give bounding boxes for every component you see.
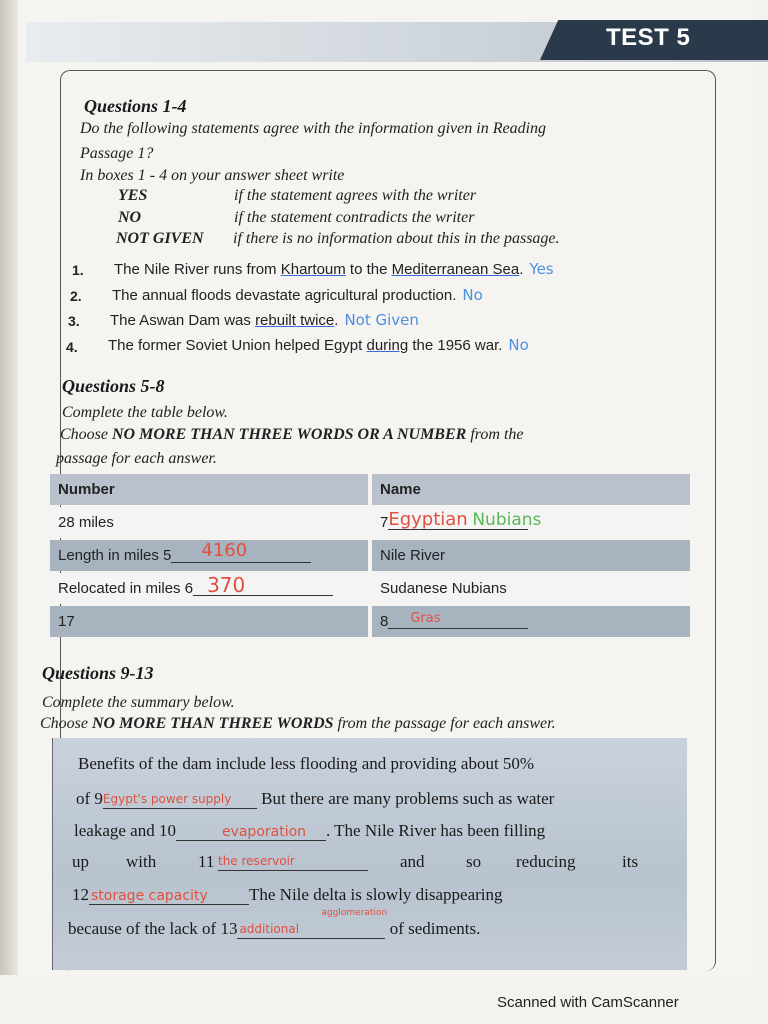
summary-line-1: Benefits of the dam include less flooding and providing about 50% (78, 754, 535, 773)
test-label: TEST 5 (606, 24, 691, 51)
key-yes-desc: if the statement agrees with the writer (234, 187, 477, 204)
answer-5: 4160 (201, 540, 248, 561)
q1-instruction-2: Passage 1? (80, 145, 154, 162)
table-row (50, 540, 690, 571)
answer-10: evaporation (221, 824, 307, 840)
q5-instruction-3: passage for each answer. (56, 450, 217, 467)
item-1-number: 1. (72, 262, 84, 278)
item-2-answer: No (462, 286, 483, 304)
item-2-text: The annual floods devastate agricultural production. No (112, 286, 483, 304)
q5-instruction-1: Complete the table below. (62, 404, 228, 421)
table-row (50, 507, 690, 538)
answer-13: additional (239, 922, 300, 936)
key-no: NO (118, 209, 142, 226)
item-4-text: The former Soviet Union helped Egypt during the 1956 war. No (108, 336, 529, 354)
table-cell: Length in miles 5 4160 (50, 540, 368, 571)
answer-7-green: Nubians (472, 510, 542, 530)
answer-9: Egypt's power supply (102, 792, 232, 806)
item-1-text: The Nile River runs from Khartoum to the Mediterranean Sea. Yes (114, 260, 554, 278)
answer-6: 370 (207, 573, 246, 597)
table-header-name: Name (372, 474, 690, 505)
table-cell: 28 miles (50, 507, 368, 538)
item-3-text: The Aswan Dam was rebuilt twice. Not Given (110, 311, 419, 329)
q5-instruction-2: Choose NO MORE THAN THREE WORDS OR A NUMBER from the (60, 426, 524, 443)
summary-line-3: leakage and 10 evaporation . The Nile River has been filling (74, 821, 546, 840)
answer-13-note: agglomeration (321, 908, 388, 918)
q9-title: Questions 9-13 (42, 663, 154, 683)
q9-instruction-1: Complete the summary below. (42, 694, 235, 711)
key-no-desc: if the statement contradicts the writer (234, 209, 475, 226)
key-yes: YES (118, 187, 148, 204)
item-4-number: 4. (66, 339, 78, 355)
table-cell: Sudanese Nubians (372, 573, 690, 604)
summary-line-6: because of the lack of 13 agglomeration additional of sediments. (68, 908, 481, 938)
table-header-row (50, 474, 690, 505)
table-row (50, 606, 690, 637)
q1-instruction-3: In boxes 1 - 4 on your answer sheet write (80, 167, 345, 184)
q1-title: Questions 1-4 (84, 96, 187, 116)
item-3-number: 3. (68, 313, 80, 329)
q1-instruction-1: Do the following statements agree with the information given in Reading (80, 120, 547, 137)
item-4-answer: No (508, 336, 529, 354)
item-2-number: 2. (70, 288, 82, 304)
summary-line-5: 12 storage capacity The Nile delta is slowly disappearing (72, 885, 503, 904)
item-1-answer: Yes (529, 260, 554, 278)
page-edge (0, 0, 18, 975)
key-not-given: NOT GIVEN (116, 230, 204, 247)
table-row (50, 573, 690, 604)
answer-12: storage capacity (91, 888, 208, 904)
table-cell: 7 Egyptian Nubians (372, 507, 690, 538)
table-cell: Nile River (372, 540, 690, 571)
answer-table (50, 474, 690, 639)
table-header-number: Number (50, 474, 368, 505)
summary-line-2: of 9 Egypt's power supply But there are many problems such as water (76, 789, 555, 808)
table-cell: Relocated in miles 6 370 (50, 573, 368, 604)
key-not-given-desc: if there is no information about this in the passage. (233, 230, 560, 247)
answer-7-red: Egyptian (388, 509, 468, 530)
item-3-answer: Not Given (344, 311, 419, 329)
table-cell: 17 (50, 606, 368, 637)
scanner-watermark: Scanned with CamScanner (497, 994, 679, 1011)
answer-11: the reservoir (218, 854, 295, 868)
table-cell: 8 Gras (372, 606, 690, 637)
q5-title: Questions 5-8 (62, 376, 165, 396)
q9-instruction-2: Choose NO MORE THAN THREE WORDS from the passage for each answer. (40, 715, 556, 732)
answer-8: Gras (410, 611, 441, 626)
